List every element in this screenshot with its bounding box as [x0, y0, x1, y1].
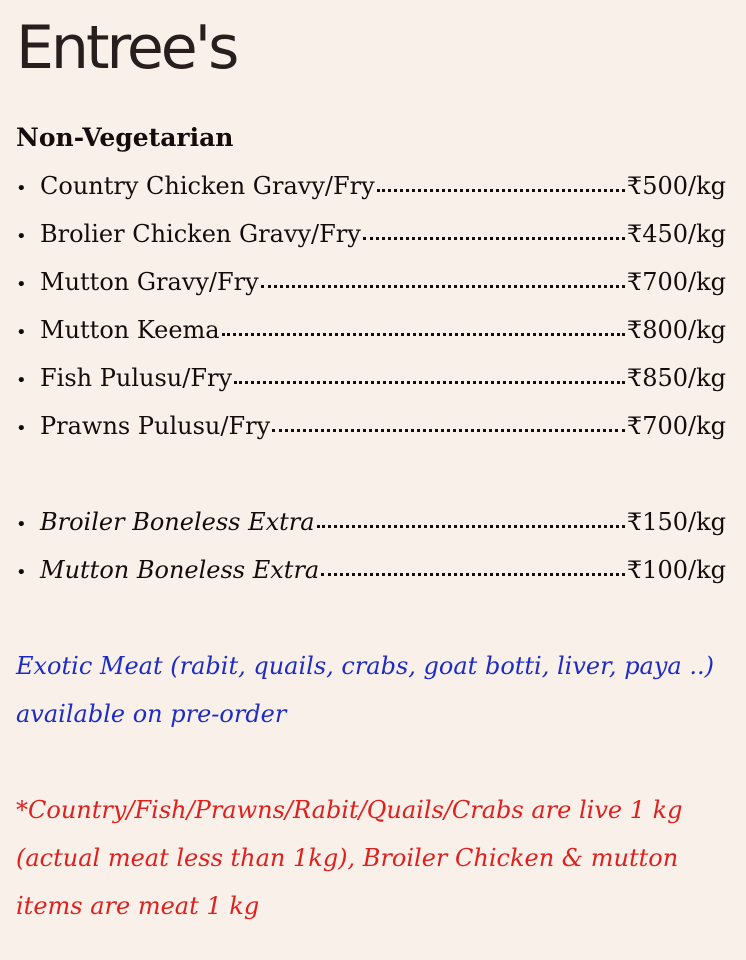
bullet-icon: • — [16, 562, 27, 583]
bullet-icon: • — [16, 322, 27, 343]
dot-leader — [317, 525, 625, 528]
dot-leader — [261, 285, 625, 288]
bullet-icon: • — [16, 274, 27, 295]
bullet-icon: • — [16, 178, 27, 199]
weight-disclaimer-note: *Country/Fish/Prawns/Rabit/Quails/Crabs are live 1 kg (actual meat less than 1kg), Broiler Chicken & mutton items are meat 1 kg — [16, 796, 683, 920]
menu-item-price: ₹700/kg — [626, 412, 726, 440]
menu-item-price: ₹800/kg — [626, 316, 726, 344]
menu-item-name: Mutton Gravy/Fry — [40, 268, 259, 296]
menu-item-name: Country Chicken Gravy/Fry — [40, 172, 375, 200]
menu-item — [16, 312, 726, 348]
bullet-icon: • — [16, 418, 27, 439]
bullet-icon: • — [16, 514, 27, 535]
dot-leader — [272, 429, 625, 432]
menu-item-price: ₹450/kg — [626, 220, 726, 248]
dot-leader — [321, 573, 625, 576]
exotic-meat-note: Exotic Meat (rabit, quails, crabs, goat botti, liver, paya ..) available on pre-order — [16, 652, 714, 728]
menu-item-price: ₹850/kg — [626, 364, 726, 392]
dot-leader — [363, 237, 625, 240]
menu-item-name: Brolier Chicken Gravy/Fry — [40, 220, 361, 248]
extra-item-name: Mutton Boneless Extra — [40, 556, 320, 584]
dot-leader — [377, 189, 625, 192]
bullet-icon: • — [16, 226, 27, 247]
menu-item — [16, 360, 726, 396]
section-heading: Non-Vegetarian — [16, 123, 234, 152]
menu-item-price: ₹700/kg — [626, 268, 726, 296]
menu-item — [16, 264, 726, 300]
bullet-icon: • — [16, 370, 27, 391]
dot-leader — [234, 381, 625, 384]
menu-item-name: Fish Pulusu/Fry — [40, 364, 233, 392]
extra-item-price: ₹150/kg — [626, 508, 726, 536]
extra-item-name: Broiler Boneless Extra — [40, 508, 315, 536]
menu-item — [16, 216, 726, 252]
menu-item-name: Prawns Pulusu/Fry — [40, 412, 271, 440]
extra-item — [16, 552, 726, 588]
menu-item-name: Mutton Keema — [40, 316, 220, 344]
dot-leader — [222, 333, 625, 336]
menu-item — [16, 168, 726, 204]
extra-item — [16, 504, 726, 540]
menu-item-price: ₹500/kg — [626, 172, 726, 200]
page-title: Entree's — [16, 13, 237, 83]
menu-item — [16, 408, 726, 444]
extra-item-price: ₹100/kg — [626, 556, 726, 584]
